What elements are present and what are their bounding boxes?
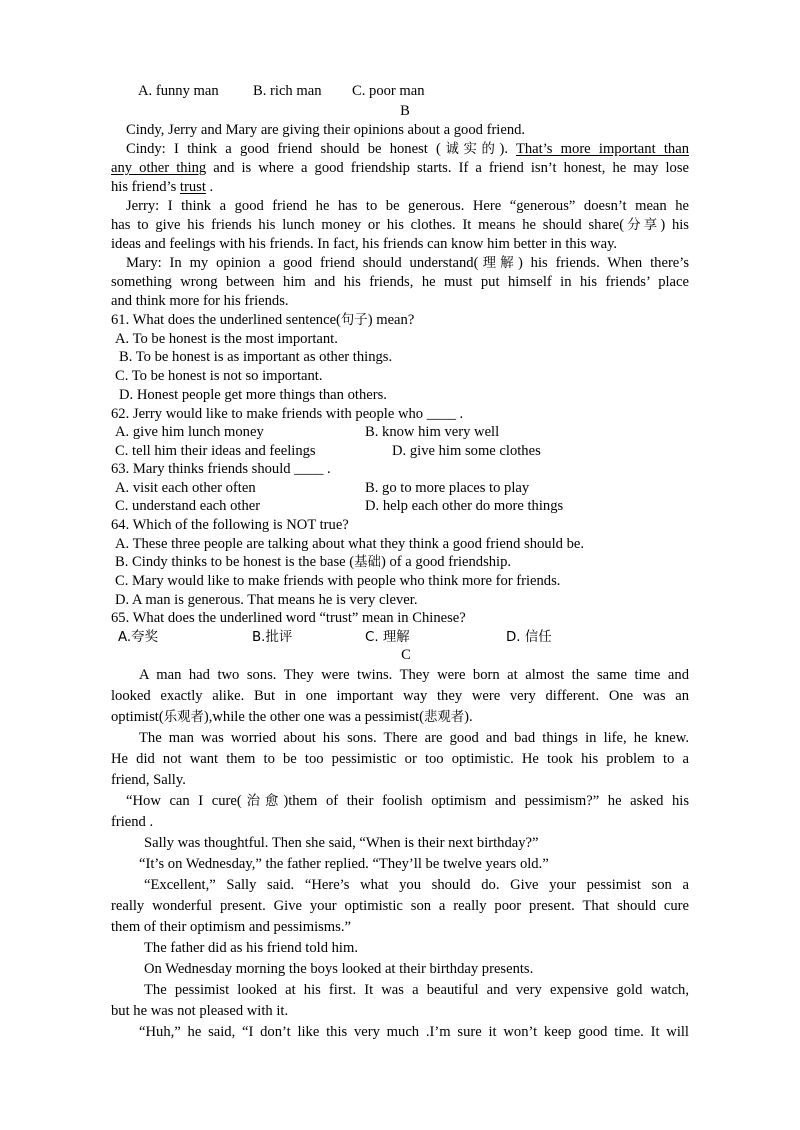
q62-stem: 62. Jerry would like to make friends with people who ____ . [111,406,464,422]
q63-option-d: D. help each other do more things [365,498,564,514]
q64-stem: 64. Which of the following is NOT true? [111,517,349,533]
cindy-line-1: Cindy: I think a good friend should be honest (诚实的). That’s more important than [126,141,690,157]
c-p3-line-1: “How can I cure(治愈)them of their foolish optimism and pessimism?” he asked his [126,793,689,809]
c-p9-line-1: The pessimist looked at his first. It was a beautiful and very expensive gold watch, [144,982,689,998]
c-p9-line-2: but he was not pleased with it. [111,1003,289,1019]
jerry-line-2: has to give his friends his lunch money or his clothes. It means he should share(分享) his [111,217,689,233]
c-p6-line-1: “Excellent,” Sally said. “Here’s what you should do. Give your pessimist son a [144,877,689,893]
mary-line-3: and think more for his friends. [111,293,289,309]
c-p2-line-2: He did not want them to be too pessimistic or too optimistic. He took his problem to a [111,751,689,767]
q62-option-a: A. give him lunch money [115,424,264,440]
q65-option-d: D. 信任 [506,630,552,645]
c-p1-line-3: optimist(乐观者),while the other one was a pessimist(悲观者). [111,709,473,725]
c-p4: Sally was thoughtful. Then she said, “When is their next birthday?” [144,835,539,851]
q65-option-a: A.夸奖 [118,630,158,645]
q61-option-b: B. To be honest is as important as other things. [119,349,393,365]
c-p5: “It’s on Wednesday,” the father replied. “They’ll be twelve years old.” [139,856,549,872]
mary-line-1: Mary: In my opinion a good friend should understand(理解) his friends. When there’s [126,255,690,271]
q61-stem: 61. What does the underlined sentence(句子) mean? [111,312,415,328]
section-b-intro: Cindy, Jerry and Mary are giving their opinions about a good friend. [126,122,526,138]
q62-option-c: C. tell him their ideas and feelings [115,443,316,459]
jerry-line-1: Jerry: I think a good friend he has to be generous. Here “generous” doesn’t mean he [126,198,689,214]
q64-option-d: D. A man is generous. That means he is very clever. [115,592,418,608]
cindy-line-2: any other thing and is where a good friendship starts. If a friend isn’t honest, he may lose [111,160,689,176]
prev-option-a: A. funny man [138,83,219,99]
prev-option-b: B. rich man [253,83,322,99]
q63-option-b: B. go to more places to play [365,480,530,496]
c-p6-line-2: really wonderful present. Give your optimistic son a really poor present. That should cure [111,898,689,914]
underlined-sentence: That’s more important than [515,141,690,157]
c-p3-line-2: friend . [111,814,154,830]
q63-stem: 63. Mary thinks friends should ____ . [111,461,331,477]
cindy-line-3: his friend’s trust . [111,179,214,195]
q61-option-a: A. To be honest is the most important. [115,331,338,347]
c-p2-line-1: The man was worried about his sons. There are good and bad things in life, he knew. [139,730,689,746]
section-c-heading: C [401,647,411,663]
underlined-word-trust: trust [179,179,206,195]
q61-option-d: D. Honest people get more things than others. [119,387,387,403]
q62-option-d: D. give him some clothes [392,443,541,459]
c-p2-line-3: friend, Sally. [111,772,186,788]
q62-option-b: B. know him very well [365,424,500,440]
q63-option-c: C. understand each other [115,498,261,514]
q65-option-b: B.批评 [252,630,293,645]
underlined-sentence-cont: any other thing [111,160,207,176]
q61-option-c: C. To be honest is not so important. [115,368,323,384]
c-p10: “Huh,” he said, “I don’t like this very much .I’m sure it won’t keep good time. It will [139,1024,689,1040]
q65-stem: 65. What does the underlined word “trust” mean in Chinese? [111,610,466,626]
q65-option-c: C. 理解 [365,630,410,645]
q63-option-a: A. visit each other often [115,480,256,496]
c-p6-line-3: them of their optimism and pessimisms.” [111,919,351,935]
c-p7: The father did as his friend told him. [144,940,358,956]
q64-option-b: B. Cindy thinks to be honest is the base (基础) of a good friendship. [115,554,512,570]
q64-option-c: C. Mary would like to make friends with people who think more for friends. [115,573,561,589]
jerry-line-3: ideas and feelings with his friends. In fact, his friends can know him better in this way. [111,236,618,252]
c-p1-line-2: looked exactly alike. But in one important way they were very different. One was an [111,688,689,704]
prev-option-c: C. poor man [352,83,425,99]
c-p1-line-1: A man had two sons. They were twins. They were born at almost the same time and [139,667,689,683]
q64-option-a: A. These three people are talking about what they think a good friend should be. [115,536,585,552]
section-b-heading: B [400,103,410,119]
mary-line-2: something wrong between him and his friends, he must put himself in his friends’ place [111,274,689,290]
c-p8: On Wednesday morning the boys looked at their birthday presents. [144,961,534,977]
